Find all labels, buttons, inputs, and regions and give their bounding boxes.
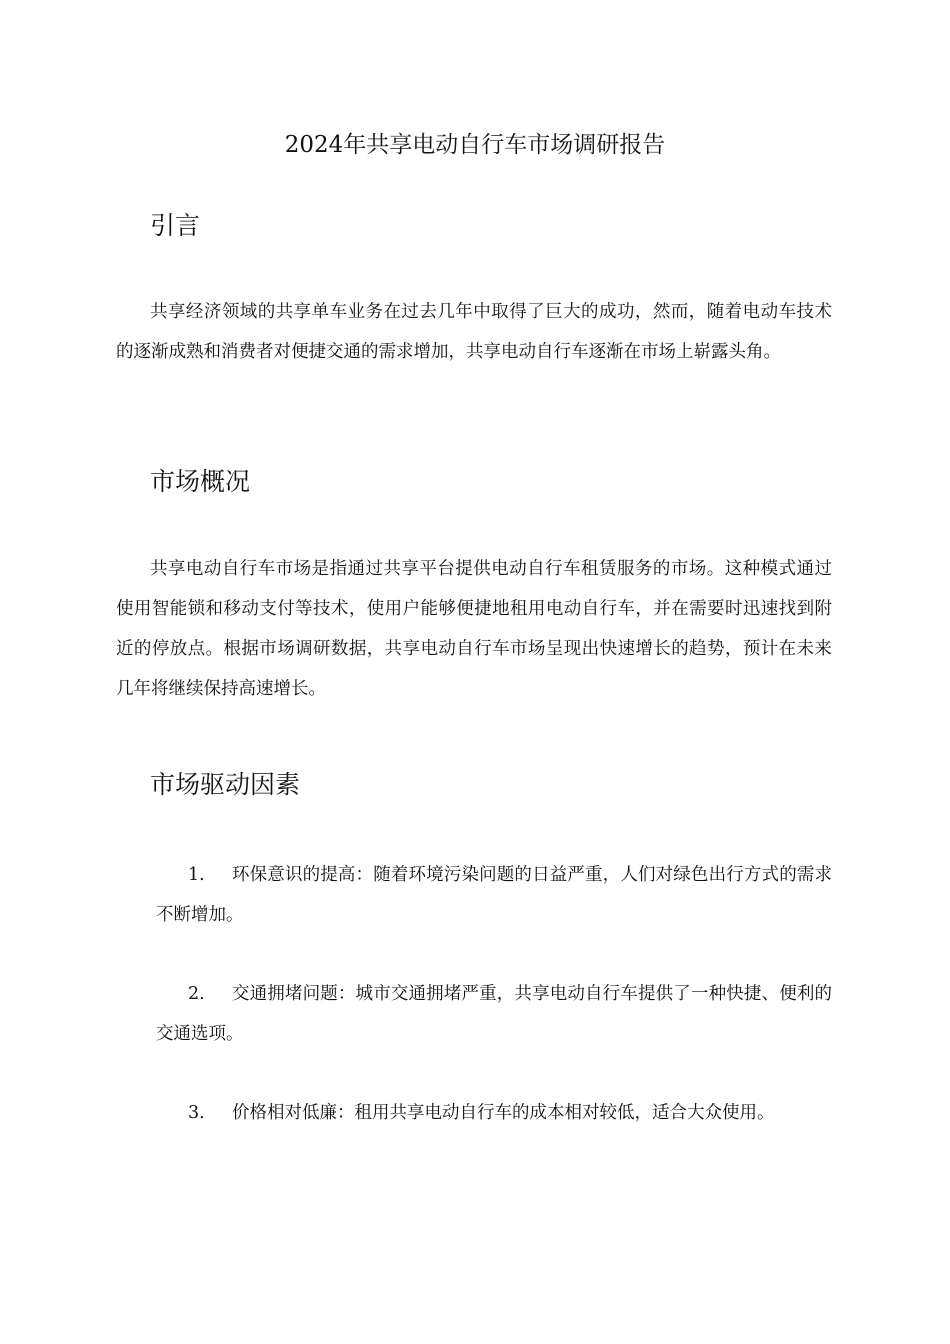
section-heading-introduction: 引言 — [150, 211, 201, 240]
market-overview-paragraph: 共享电动自行车市场是指通过共享平台提供电动自行车租赁服务的市场。这种模式通过使用智能锁和移动支付等技术，使用户能够便捷地租用电动自行车，并在需要时迅速找到附近的停放点。根据市场调研数据，共享电动自行车市场呈现出快速增长的趋势，预计在未来几年将继续保持高速增长。 — [116, 559, 832, 699]
list-item-number: 1. — [188, 865, 205, 885]
list-item-text: 价格相对低廉：租用共享电动自行车的成本相对较低，适合大众使用。 — [232, 1103, 775, 1123]
introduction-paragraph: 共享经济领域的共享单车业务在过去几年中取得了巨大的成功，然而，随着电动车技术的逐渐成熟和消费者对便捷交通的需求增加，共享电动自行车逐渐在市场上崭露头角。 — [116, 302, 832, 362]
list-item-text: 交通拥堵问题：城市交通拥堵严重，共享电动自行车提供了一种快捷、便利的交通选项。 — [156, 984, 832, 1044]
section-heading-market-drivers: 市场驱动因素 — [150, 770, 301, 799]
list-item — [156, 855, 832, 935]
list-item — [156, 974, 832, 1054]
list-item — [156, 1093, 832, 1133]
list-item-number: 2. — [188, 984, 205, 1004]
section-heading-market-overview: 市场概况 — [150, 467, 251, 496]
document-title: 2024年共享电动自行车市场调研报告 — [284, 132, 666, 158]
list-item-number: 3. — [188, 1103, 205, 1123]
list-item-text: 环保意识的提高：随着环境污染问题的日益严重，人们对绿色出行方式的需求不断增加。 — [156, 865, 832, 925]
